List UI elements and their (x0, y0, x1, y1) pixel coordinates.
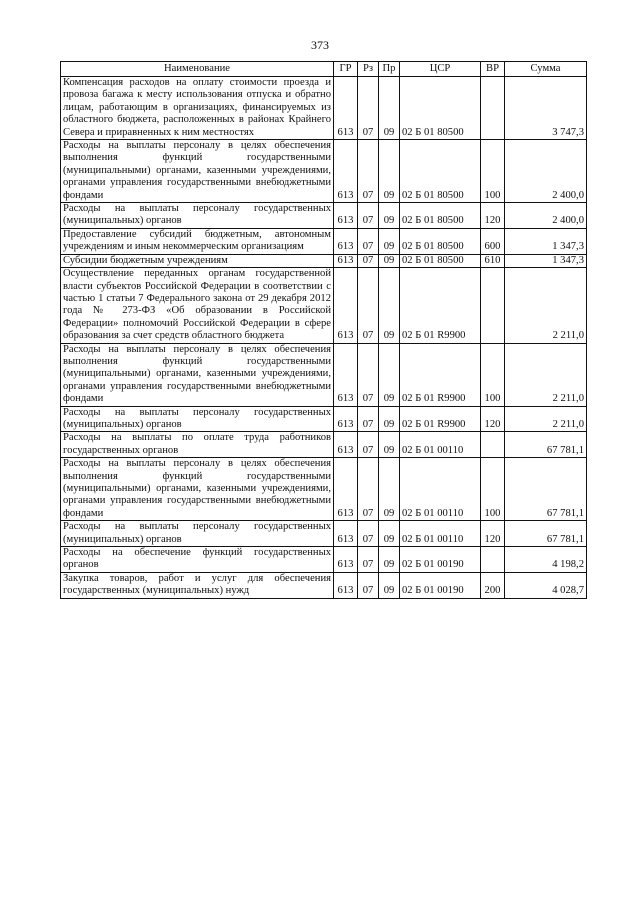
cell-rz: 07 (358, 432, 379, 458)
cell-name: Расходы на выплаты персоналу государственных (муниципальных) органов (61, 406, 334, 432)
cell-pr: 09 (379, 140, 400, 203)
cell-pr: 09 (379, 77, 400, 140)
cell-gr: 613 (334, 432, 358, 458)
cell-pr: 09 (379, 268, 400, 343)
table-row (61, 140, 587, 203)
cell-vr: 120 (481, 521, 505, 547)
cell-csr: 02 Б 01 00110 (400, 521, 481, 547)
cell-csr: 02 Б 01 80500 (400, 228, 481, 254)
cell-name: Расходы на выплаты персоналу в целях обеспечения выполнения функций государственными (муниципальными) органами, казенными учреждениями, органами управления государственными внебюджетными фондами (61, 458, 334, 521)
cell-pr: 09 (379, 521, 400, 547)
cell-pr: 09 (379, 254, 400, 267)
cell-pr: 09 (379, 547, 400, 573)
table-row (61, 458, 587, 521)
budget-table (60, 61, 587, 599)
cell-sum: 1 347,3 (505, 228, 587, 254)
cell-csr: 02 Б 01 00110 (400, 432, 481, 458)
table-row (61, 521, 587, 547)
cell-sum: 67 781,1 (505, 458, 587, 521)
cell-name: Расходы на выплаты персоналу в целях обеспечения выполнения функций государственными (муниципальными) органами, казенными учреждениями, органами управления государственными внебюджетными фондами (61, 343, 334, 406)
table-row (61, 228, 587, 254)
cell-rz: 07 (358, 458, 379, 521)
cell-sum: 3 747,3 (505, 77, 587, 140)
cell-sum: 67 781,1 (505, 521, 587, 547)
table-row (61, 572, 587, 598)
cell-csr: 02 Б 01 R9900 (400, 343, 481, 406)
cell-pr: 09 (379, 228, 400, 254)
cell-sum: 2 400,0 (505, 203, 587, 229)
cell-pr: 09 (379, 406, 400, 432)
cell-vr: 120 (481, 406, 505, 432)
cell-rz: 07 (358, 521, 379, 547)
table-row (61, 268, 587, 343)
cell-name: Осуществление переданных органам государственной власти субъектов Российской Федерации в соответствии с частью 1 статьи 7 Федерального закона от 29 декабря 2012 года № 273-ФЗ «Об образовании в Российской Федерации» полномочий Российской Федерации в сфере образования за счет средств областного бюджета (61, 268, 334, 343)
cell-rz: 07 (358, 547, 379, 573)
cell-csr: 02 Б 01 80500 (400, 140, 481, 203)
cell-vr (481, 547, 505, 573)
cell-gr: 613 (334, 268, 358, 343)
cell-sum: 67 781,1 (505, 432, 587, 458)
header-pr: Пр (379, 62, 400, 77)
cell-pr: 09 (379, 432, 400, 458)
cell-vr: 610 (481, 254, 505, 267)
cell-vr: 120 (481, 203, 505, 229)
cell-gr: 613 (334, 140, 358, 203)
cell-csr: 02 Б 01 R9900 (400, 406, 481, 432)
header-rz: Рз (358, 62, 379, 77)
cell-sum: 2 400,0 (505, 140, 587, 203)
cell-gr: 613 (334, 254, 358, 267)
cell-pr: 09 (379, 458, 400, 521)
cell-name: Расходы на выплаты персоналу государственных (муниципальных) органов (61, 203, 334, 229)
cell-gr: 613 (334, 572, 358, 598)
cell-rz: 07 (358, 140, 379, 203)
cell-name: Субсидии бюджетным учреждениям (61, 254, 334, 267)
header-vr: ВР (481, 62, 505, 77)
header-sum: Сумма (505, 62, 587, 77)
header-name: Наименование (61, 62, 334, 77)
cell-sum: 2 211,0 (505, 406, 587, 432)
cell-name: Компенсация расходов на оплату стоимости проезда и провоза багажа к месту использования отпуска и обратно лицам, работающим в организациях, финансируемых из областного бюджета, расположенных в районах Крайнего Севера и приравненных к ним местностях (61, 77, 334, 140)
cell-csr: 02 Б 01 80500 (400, 77, 481, 140)
cell-sum: 4 198,2 (505, 547, 587, 573)
table-row (61, 406, 587, 432)
cell-gr: 613 (334, 77, 358, 140)
cell-csr: 02 Б 01 00190 (400, 572, 481, 598)
cell-gr: 613 (334, 228, 358, 254)
cell-rz: 07 (358, 228, 379, 254)
cell-name: Предоставление субсидий бюджетным, автономным учреждениям и иным некоммерческим организациям (61, 228, 334, 254)
table-body (61, 77, 587, 599)
cell-vr (481, 77, 505, 140)
cell-name: Закупка товаров, работ и услуг для обеспечения государственных (муниципальных) нужд (61, 572, 334, 598)
cell-pr: 09 (379, 343, 400, 406)
table-row (61, 432, 587, 458)
cell-vr: 100 (481, 343, 505, 406)
cell-sum: 2 211,0 (505, 268, 587, 343)
cell-gr: 613 (334, 203, 358, 229)
cell-sum: 1 347,3 (505, 254, 587, 267)
cell-rz: 07 (358, 203, 379, 229)
cell-rz: 07 (358, 77, 379, 140)
cell-csr: 02 Б 01 80500 (400, 203, 481, 229)
cell-vr: 200 (481, 572, 505, 598)
cell-gr: 613 (334, 458, 358, 521)
cell-gr: 613 (334, 343, 358, 406)
cell-gr: 613 (334, 547, 358, 573)
cell-vr (481, 268, 505, 343)
cell-rz: 07 (358, 406, 379, 432)
cell-vr: 600 (481, 228, 505, 254)
table-row (61, 254, 587, 267)
page-number: 373 (311, 38, 329, 52)
table-row (61, 77, 587, 140)
cell-rz: 07 (358, 572, 379, 598)
cell-sum: 4 028,7 (505, 572, 587, 598)
cell-name: Расходы на обеспечение функций государственных органов (61, 547, 334, 573)
table-row (61, 343, 587, 406)
cell-pr: 09 (379, 203, 400, 229)
cell-sum: 2 211,0 (505, 343, 587, 406)
cell-gr: 613 (334, 406, 358, 432)
cell-rz: 07 (358, 343, 379, 406)
header-gr: ГР (334, 62, 358, 77)
cell-name: Расходы на выплаты по оплате труда работников государственных органов (61, 432, 334, 458)
header-csr: ЦСР (400, 62, 481, 77)
cell-csr: 02 Б 01 00110 (400, 458, 481, 521)
cell-vr: 100 (481, 140, 505, 203)
cell-pr: 09 (379, 572, 400, 598)
table-row (61, 547, 587, 573)
cell-vr (481, 432, 505, 458)
cell-vr: 100 (481, 458, 505, 521)
table-row (61, 203, 587, 229)
cell-gr: 613 (334, 521, 358, 547)
cell-name: Расходы на выплаты персоналу в целях обеспечения выполнения функций государственными (муниципальными) органами, казенными учреждениями, органами управления государственными внебюджетными фондами (61, 140, 334, 203)
cell-csr: 02 Б 01 80500 (400, 254, 481, 267)
cell-name: Расходы на выплаты персоналу государственных (муниципальных) органов (61, 521, 334, 547)
cell-csr: 02 Б 01 R9900 (400, 268, 481, 343)
cell-csr: 02 Б 01 00190 (400, 547, 481, 573)
table-header-row (61, 62, 587, 77)
cell-rz: 07 (358, 268, 379, 343)
cell-rz: 07 (358, 254, 379, 267)
